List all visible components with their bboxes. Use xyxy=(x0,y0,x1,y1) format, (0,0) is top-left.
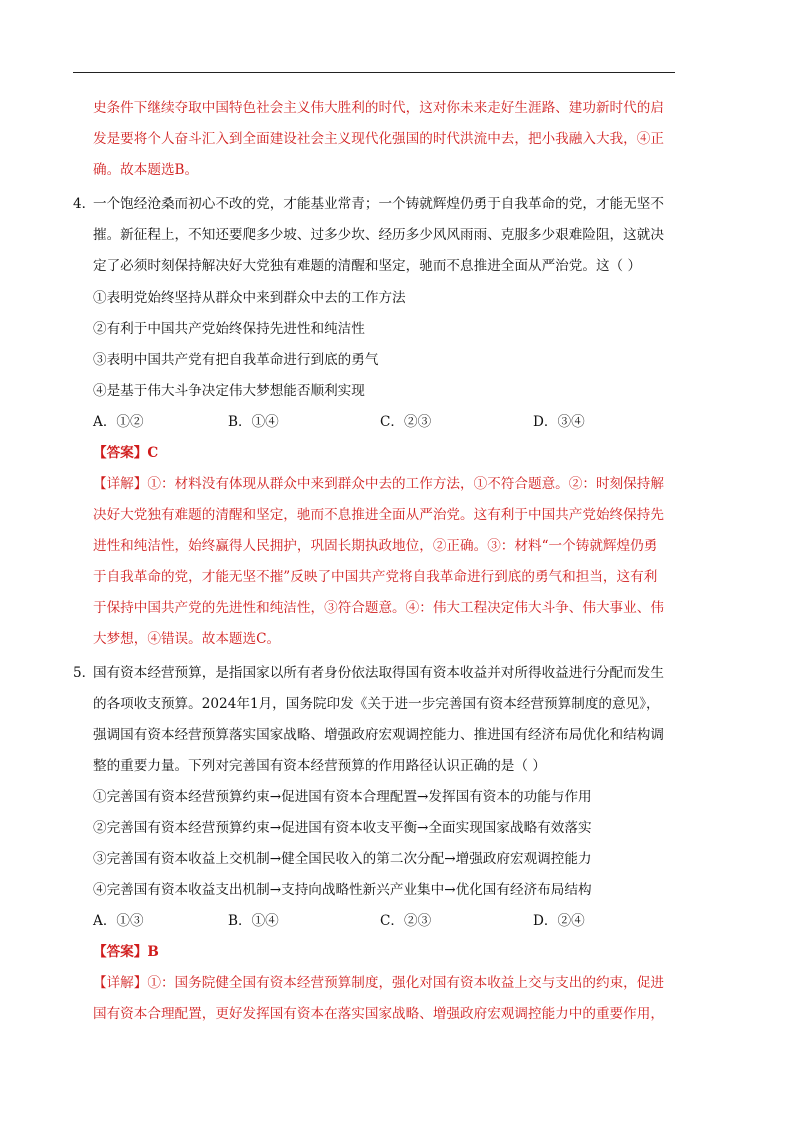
question-4-number: 4． xyxy=(73,196,96,212)
question-5-stem-line: 强调国有资本经营预算落实国家战略、增强政府宏观调控能力、推进国有经济布局优化和结构调 xyxy=(93,727,664,743)
question-5-item: ①完善国有资本经营预算约束→促进国有资本合理配置→发挥国有资本的功能与作用 xyxy=(93,789,592,805)
question-5-stem-line: 国有资本经营预算，是指国家以所有者身份依法取得国有资本收益并对所得收益进行分配而发生 xyxy=(93,665,664,681)
question-4-explanation-line: 【详解】①：材料没有体现从群众中来到群众中去的工作方法，①不符合题意。②：时刻保持解 xyxy=(93,476,664,492)
question-4-option-c: C．②③ xyxy=(380,414,432,430)
prev-explanation-line: 发是要将个人奋斗汇入到全面建设社会主义现代化强国的时代洪流中去，把小我融入大我，④正 xyxy=(93,131,664,147)
question-5-item: ②完善国有资本经营预算约束→促进国有资本收支平衡→全面实现国家战略有效落实 xyxy=(93,820,592,836)
question-4-option-a: A．①② xyxy=(93,414,144,430)
question-5-item: ④完善国有资本收益支出机制→支持向战略性新兴产业集中→优化国有经济布局结构 xyxy=(93,882,592,898)
question-4-option-d: D．③④ xyxy=(533,414,585,430)
question-5-option-d: D．②④ xyxy=(533,913,585,929)
question-4-item: ③表明中国共产党有把自我革命进行到底的勇气 xyxy=(93,352,379,368)
prev-explanation-line: 确。故本题选B。 xyxy=(93,162,199,178)
question-4-answer: 【答案】C xyxy=(93,445,159,461)
question-4-item: ②有利于中国共产党始终保持先进性和纯洁性 xyxy=(93,321,365,337)
question-5-explanation-line: 【详解】①：国务院健全国有资本经营预算制度，强化对国有资本收益上交与支出的约束，促进 xyxy=(93,975,664,991)
question-5-stem-line: 整的重要力量。下列对完善国有资本经营预算的作用路径认识正确的是（ ） xyxy=(93,758,546,774)
question-5-explanation-line: 国有资本合理配置，更好发挥国有资本在落实国家战略、增强政府宏观调控能力中的重要作用， xyxy=(93,1006,664,1022)
question-5-answer: 【答案】B xyxy=(93,944,159,960)
header-rule xyxy=(73,72,675,73)
question-5-number: 5． xyxy=(73,665,96,681)
question-4-explanation-line: 大梦想，④错误。故本题选C。 xyxy=(93,631,281,647)
question-5-stem-line: 的各项收支预算。2024年1月，国务院印发《关于进一步完善国有资本经营预算制度的意见》， xyxy=(93,696,660,712)
prev-explanation-line: 史条件下继续夺取中国特色社会主义伟大胜利的时代，这对你未来走好生涯路、建功新时代的启 xyxy=(93,100,664,116)
question-5-option-c: C．②③ xyxy=(380,913,432,929)
question-4-item: ①表明党始终坚持从群众中来到群众中去的工作方法 xyxy=(93,290,406,306)
question-4-stem-line: 一个饱经沧桑而初心不改的党，才能基业常青；一个铸就辉煌仍勇于自我革命的党，才能无坚不 xyxy=(93,196,664,212)
question-4-stem-line: 摧。新征程上，不知还要爬多少坡、过多少坎、经历多少风风雨雨、克服多少艰难险阻，这就决 xyxy=(93,227,664,243)
question-4-explanation-line: 决好大党独有难题的清醒和坚定，驰而不息推进全面从严治党。这有利于中国共产党始终保持先 xyxy=(93,507,664,523)
question-4-stem-line: 定了必须时刻保持解决好大党独有难题的清醒和坚定，驰而不息推进全面从严治党。这（ ） xyxy=(93,258,642,274)
question-5-item: ③完善国有资本收益上交机制→健全国民收入的第二次分配→增强政府宏观调控能力 xyxy=(93,851,592,867)
question-4-option-b: B．①④ xyxy=(228,414,279,430)
question-4-explanation-line: 于自我革命的党，才能无坚不摧”反映了中国共产党将自我革命进行到底的勇气和担当，这有利 xyxy=(93,569,658,585)
question-5-option-b: B．①④ xyxy=(228,913,279,929)
question-4-explanation-line: 于保持中国共产党的先进性和纯洁性，③符合题意。④：伟大工程决定伟大斗争、伟大事业、伟 xyxy=(93,600,664,616)
question-4-item: ④是基于伟大斗争决定伟大梦想能否顺利实现 xyxy=(93,383,365,399)
question-4-explanation-line: 进性和纯洁性，始终赢得人民拥护，巩固长期执政地位，②正确。③：材料“一个铸就辉煌仍勇 xyxy=(93,538,658,554)
question-5-option-a: A．①③ xyxy=(93,913,144,929)
